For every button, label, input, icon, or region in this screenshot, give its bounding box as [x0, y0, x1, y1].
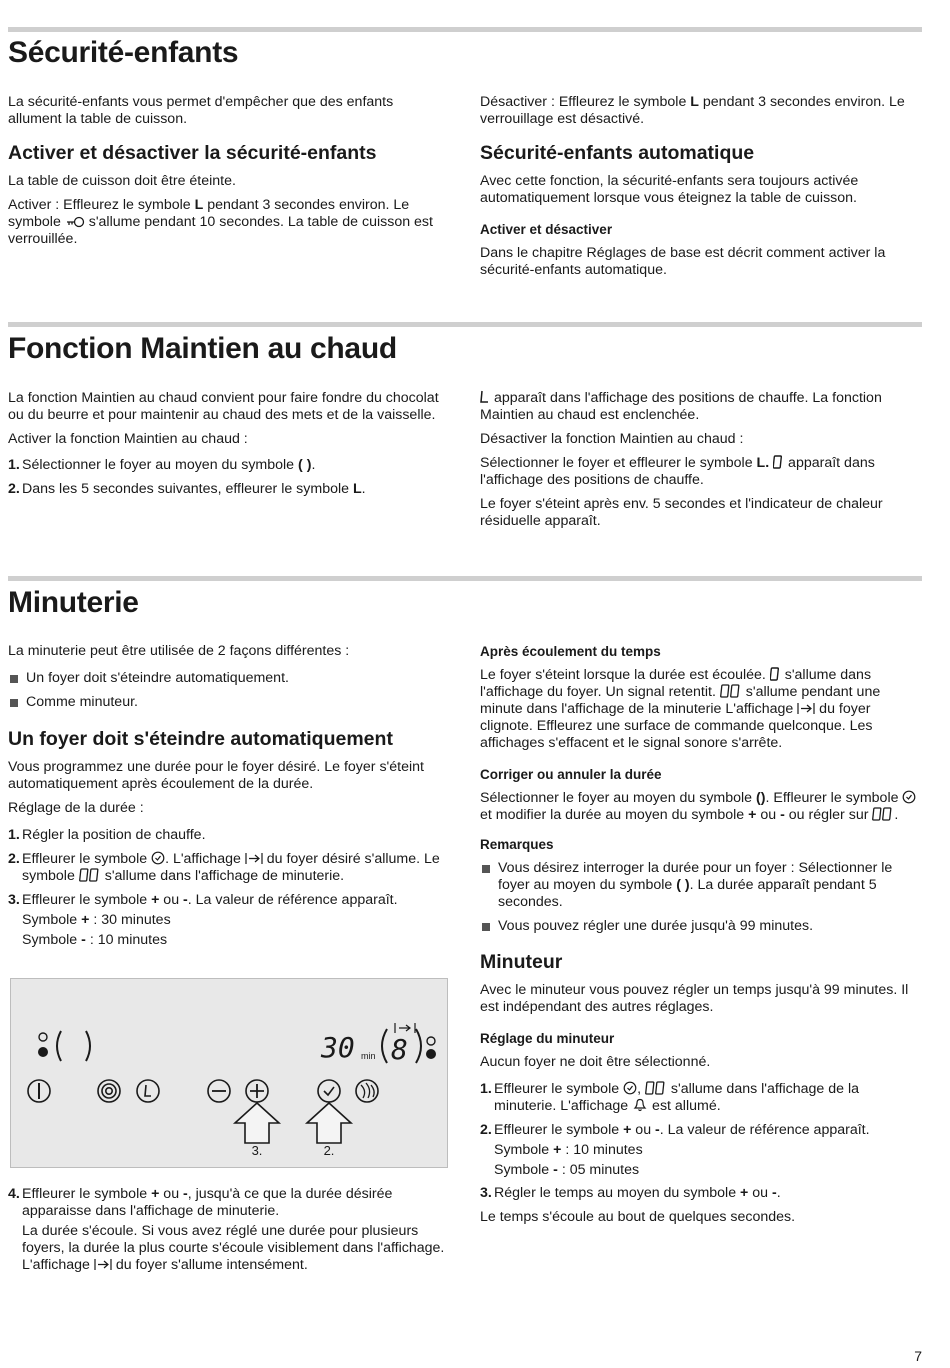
heading: Sécurité-enfants automatique: [480, 142, 755, 164]
paragraph: [22, 932, 453, 949]
paragraph: [494, 1142, 922, 1159]
text: : 30 minutes: [89, 912, 171, 928]
segment-l-icon: [480, 390, 490, 404]
step-number: 2.: [480, 1122, 492, 1138]
segment-double-zero-icon: [872, 807, 894, 821]
text: ou: [756, 807, 781, 823]
step-number: 1.: [8, 457, 20, 473]
text: Régler la position de chauffe.: [22, 827, 206, 843]
text: .: [361, 481, 366, 497]
child-lock-right-column: [480, 94, 920, 286]
text: Activer : Effleurez le symbole: [8, 197, 195, 213]
heading: Activer et désactiver la sécurité-enfants: [8, 142, 377, 164]
zone-symbol: ( ): [298, 457, 312, 473]
text: ou régler sur: [784, 807, 873, 823]
minus-symbol: -: [780, 807, 785, 823]
timer-left-column: [8, 643, 453, 952]
bullet-square: [482, 865, 490, 873]
minus-symbol: -: [183, 892, 188, 908]
paragraph: [22, 912, 453, 929]
minus-symbol: -: [81, 932, 86, 948]
paragraph: Vous programmez une durée pour le foyer désiré. Le foyer s'éteint automatiquement après écoulement de la durée.: [8, 759, 424, 792]
bullet-item: [8, 694, 453, 711]
text: s'allume dans l'affichage de la minuterie. L'affichage: [494, 1081, 860, 1114]
paragraph: Le temps s'écoule au bout de quelques secondes.: [480, 1209, 796, 1225]
paragraph: Activer la fonction Maintien au chaud :: [8, 431, 248, 447]
paragraph: Le foyer s'éteint après env. 5 secondes et l'indicateur de chaleur résiduelle apparaît.: [480, 496, 883, 529]
text: Sélectionner le foyer au moyen du symbole: [22, 457, 299, 473]
section-divider: [8, 576, 922, 581]
section-title-keep-warm: Fonction Maintien au chaud: [8, 332, 397, 365]
paragraph: La minuterie peut être utilisée de 2 façons différentes :: [8, 643, 350, 659]
paragraph: [494, 1162, 922, 1179]
text: s'allume dans l'affichage du foyer. Un signal retentit.: [480, 667, 872, 700]
reference-values: [480, 1142, 922, 1179]
text: ou: [748, 1185, 773, 1201]
subheading: Corriger ou annuler la durée: [480, 767, 662, 782]
timer-indicator-icon: [797, 702, 815, 715]
step: [8, 457, 453, 474]
subheading: Réglage du minuteur: [480, 1031, 615, 1046]
step-number: 1.: [8, 827, 20, 843]
text: et modifier la durée au moyen du symbole: [480, 807, 749, 823]
section-title-child-lock: Sécurité-enfants: [8, 36, 239, 69]
minus-button[interactable]: [208, 1080, 230, 1102]
child-lock-left-column: [8, 94, 448, 255]
arrow-up-icon: [307, 1103, 351, 1143]
bell-icon: [632, 1098, 648, 1112]
plus-symbol: +: [151, 1186, 160, 1202]
zone-bracket-right: [416, 1029, 421, 1063]
text: ,: [637, 1081, 645, 1097]
text: . La valeur de référence apparaît.: [187, 892, 398, 908]
segment-double-zero-icon: [645, 1081, 667, 1095]
text: apparaît dans l'affichage des positions de chauffe. La fonction Maintien au chaud est enclenchée.: [480, 390, 882, 423]
paragraph: La fonction Maintien au chaud convient pour faire fondre du chocolat ou du beurre et pour maintenir au chaud des mets et de la vaisselle.: [8, 390, 439, 423]
text: : 10 minutes: [85, 932, 168, 948]
keep-warm-right-column: [480, 390, 920, 537]
step: [480, 1122, 922, 1139]
bullet-item: [8, 670, 453, 687]
arrow-label: 3.: [251, 1143, 263, 1158]
step-number: 2.: [8, 481, 20, 497]
paragraph: [480, 790, 922, 824]
plus-symbol: +: [748, 807, 757, 823]
heading: Minuteur: [480, 951, 563, 973]
text: du foyer désiré s'allume. Le symbole: [22, 851, 440, 884]
text: du foyer s'allume intensément.: [111, 1257, 308, 1273]
zone-bracket-right: [86, 1031, 90, 1061]
text: .: [776, 1185, 781, 1201]
text: . Effleurer le symbole: [765, 790, 903, 806]
paragraph: Avec le minuteur vous pouvez régler un temps jusqu'à 99 minutes. Il est indépendant des autres réglages.: [480, 982, 909, 1015]
keep-warm-left-column: [8, 390, 453, 505]
text: Un foyer doit s'éteindre automatiquement.: [26, 670, 289, 686]
power-button[interactable]: [28, 1080, 50, 1102]
text: est allumé.: [648, 1098, 721, 1114]
text: ou: [159, 892, 184, 908]
text: s'allume dans l'affichage de minuterie.: [100, 868, 345, 884]
reference-values: [8, 912, 453, 949]
lock-button[interactable]: [137, 1080, 159, 1102]
text: Effleurer le symbole: [22, 1186, 152, 1202]
text: Désactiver : Effleurez le symbole: [480, 94, 691, 110]
paragraph: [480, 390, 920, 424]
zone-symbol: (): [756, 790, 766, 806]
lock-symbol-l: L: [690, 94, 699, 110]
text: s'allume pendant une minute dans l'affichage de la minuterie L'affichage: [480, 684, 881, 717]
timer-right-column: [480, 643, 922, 1233]
text: Régler le temps au moyen du symbole: [494, 1185, 741, 1201]
keep-warm-symbol-l: L: [352, 481, 362, 497]
paragraph: [480, 94, 920, 128]
section-divider: [8, 27, 922, 32]
timer-indicator-icon: [395, 1023, 415, 1033]
timer-display: 30: [321, 1031, 355, 1064]
paragraph: Avec cette fonction, la sécurité-enfants sera toujours activée automatiquement lorsque vous éteignez la table de cuisson.: [480, 173, 859, 206]
text: ou: [631, 1122, 656, 1138]
step: [8, 1186, 453, 1220]
subheading: Remarques: [480, 837, 554, 852]
text: apparaît dans l'affichage des positions de chauffe.: [480, 455, 875, 488]
zone-display: 8: [391, 1033, 408, 1066]
bullet-square: [10, 675, 18, 683]
key-icon: [65, 216, 85, 228]
control-panel-drawing: [11, 979, 447, 1167]
plus-symbol: +: [623, 1122, 632, 1138]
paragraph: La sécurité-enfants vous permet d'empêcher que des enfants allument la table de cuisson.: [8, 94, 394, 127]
step: [8, 851, 453, 885]
min-label: min: [361, 1051, 376, 1061]
arrow-label: 2.: [323, 1143, 335, 1158]
page-number: 7: [914, 1348, 922, 1364]
step-number: 3.: [8, 892, 20, 908]
plus-button[interactable]: [246, 1080, 268, 1102]
step: [480, 1081, 922, 1115]
text: Vous pouvez régler une durée jusqu'à 99 minutes.: [498, 918, 814, 934]
text: pendant 3 secondes environ. Le verrouillage est désactivé.: [480, 94, 905, 127]
segment-double-zero-icon: [720, 684, 742, 698]
paragraph: [22, 1223, 453, 1274]
step-number: 2.: [8, 851, 20, 867]
text: .: [894, 807, 899, 823]
arrow-up-icon: [235, 1103, 279, 1143]
text: pendant 3 secondes environ. Le symbole: [8, 197, 410, 230]
text: ou: [159, 1186, 184, 1202]
text: . L'affichage: [165, 851, 245, 867]
text: : 05 minutes: [557, 1162, 640, 1178]
text: .: [311, 457, 316, 473]
timer-button[interactable]: [318, 1080, 340, 1102]
step: [480, 1185, 922, 1202]
plus-symbol: +: [81, 912, 90, 928]
plus-symbol: +: [740, 1185, 749, 1201]
text: Le foyer s'éteint lorsque la durée est écoulée.: [480, 667, 770, 683]
text: Effleurer le symbole: [494, 1122, 624, 1138]
step-number: 4.: [8, 1186, 20, 1202]
bullet-item: [480, 918, 922, 935]
step-number: 1.: [480, 1081, 492, 1097]
step: [8, 481, 453, 498]
minus-symbol: -: [655, 1122, 660, 1138]
zone-dot-filled: [38, 1047, 48, 1057]
timer-indicator-icon: [94, 1258, 112, 1271]
bullet-item: [480, 860, 922, 911]
text: La durée s'écoule. Si vous avez réglé une durée pour plusieurs foyers, la durée la plus courte s'écoule visiblement dans l'affichage. L'affichage: [22, 1223, 445, 1273]
timer-clock-icon: [151, 851, 165, 865]
paragraph: Dans le chapitre Réglages de base est décrit comment activer la sécurité-enfants automatique.: [480, 245, 886, 278]
zone-dot-hollow: [427, 1037, 435, 1045]
control-panel-illustration: [10, 978, 448, 1168]
subheading: Après écoulement du temps: [480, 644, 661, 659]
text: Effleurer le symbole: [22, 851, 152, 867]
plus-symbol: +: [151, 892, 160, 908]
zone-dot-filled: [426, 1049, 436, 1059]
text: Symbole: [22, 932, 82, 948]
zone-bracket-left: [57, 1031, 61, 1061]
timer-clock-icon: [902, 790, 916, 804]
paragraph: [480, 455, 920, 489]
paragraph: [8, 197, 448, 248]
timer-clock-icon: [623, 1081, 637, 1095]
step: [8, 892, 453, 909]
paragraph: Désactiver la fonction Maintien au chaud :: [480, 431, 744, 447]
timer-left-column-continued: [8, 1186, 453, 1277]
step-number: 3.: [480, 1185, 492, 1201]
heading: Un foyer doit s'éteindre automatiquement: [8, 728, 393, 750]
paragraph: Aucun foyer ne doit être sélectionné.: [480, 1054, 711, 1070]
text: , jusqu'à ce que la durée désirée apparaisse dans l'affichage de minuterie.: [22, 1186, 393, 1219]
keep-warm-symbol-l: L.: [756, 455, 770, 471]
keep-warm-button[interactable]: [356, 1080, 378, 1102]
text: . La valeur de référence apparaît.: [659, 1122, 870, 1138]
step: [8, 827, 453, 844]
text: Sélectionner le foyer et effleurer le symbole: [480, 455, 757, 471]
text: Symbole: [22, 912, 82, 928]
bullet-square: [482, 923, 490, 931]
minus-symbol: -: [183, 1186, 188, 1202]
segment-zero-icon: [770, 667, 781, 681]
text: : 10 minutes: [561, 1142, 643, 1158]
text: Effleurer le symbole: [22, 892, 152, 908]
zone-symbol: ( ): [676, 877, 690, 893]
lock-symbol-l: L: [194, 197, 204, 213]
text: Symbole: [494, 1162, 554, 1178]
text: Dans les 5 secondes suivantes, effleurer le symbole: [22, 481, 353, 497]
plus-symbol: +: [553, 1142, 562, 1158]
bullet-square: [10, 699, 18, 707]
paragraph: La table de cuisson doit être éteinte.: [8, 173, 236, 189]
text: Sélectionner le foyer au moyen du symbole: [480, 790, 757, 806]
step-continuation: [8, 1223, 453, 1274]
text: . La durée apparaît pendant 5 secondes.: [498, 877, 877, 910]
zone-dot-hollow: [39, 1033, 47, 1041]
text: Vous désirez interroger la durée pour un foyer : Sélectionner le foyer au moyen du symbole: [498, 860, 893, 893]
text: Comme minuteur.: [26, 694, 138, 710]
paragraph: [480, 667, 922, 752]
section-divider: [8, 322, 922, 327]
timer-indicator-icon: [245, 852, 263, 865]
text: s'allume pendant 10 secondes. La table de cuisson est verrouillée.: [8, 214, 433, 247]
power-boost-button[interactable]: [98, 1080, 120, 1102]
paragraph: Réglage de la durée :: [8, 800, 144, 816]
text: Symbole: [494, 1142, 554, 1158]
minus-symbol: -: [553, 1162, 558, 1178]
text: Effleurer le symbole: [494, 1081, 624, 1097]
text: du foyer clignote. Effleurez une surface de commande quelconque. Les affichages s'effacent et le signal sonore s'arrête.: [480, 701, 873, 751]
minus-symbol: -: [772, 1185, 777, 1201]
zone-bracket-left: [382, 1029, 387, 1063]
segment-zero-icon: [773, 455, 784, 469]
subheading: Activer et désactiver: [480, 222, 613, 237]
section-title-timer: Minuterie: [8, 586, 139, 619]
segment-double-zero-icon: [79, 868, 101, 882]
